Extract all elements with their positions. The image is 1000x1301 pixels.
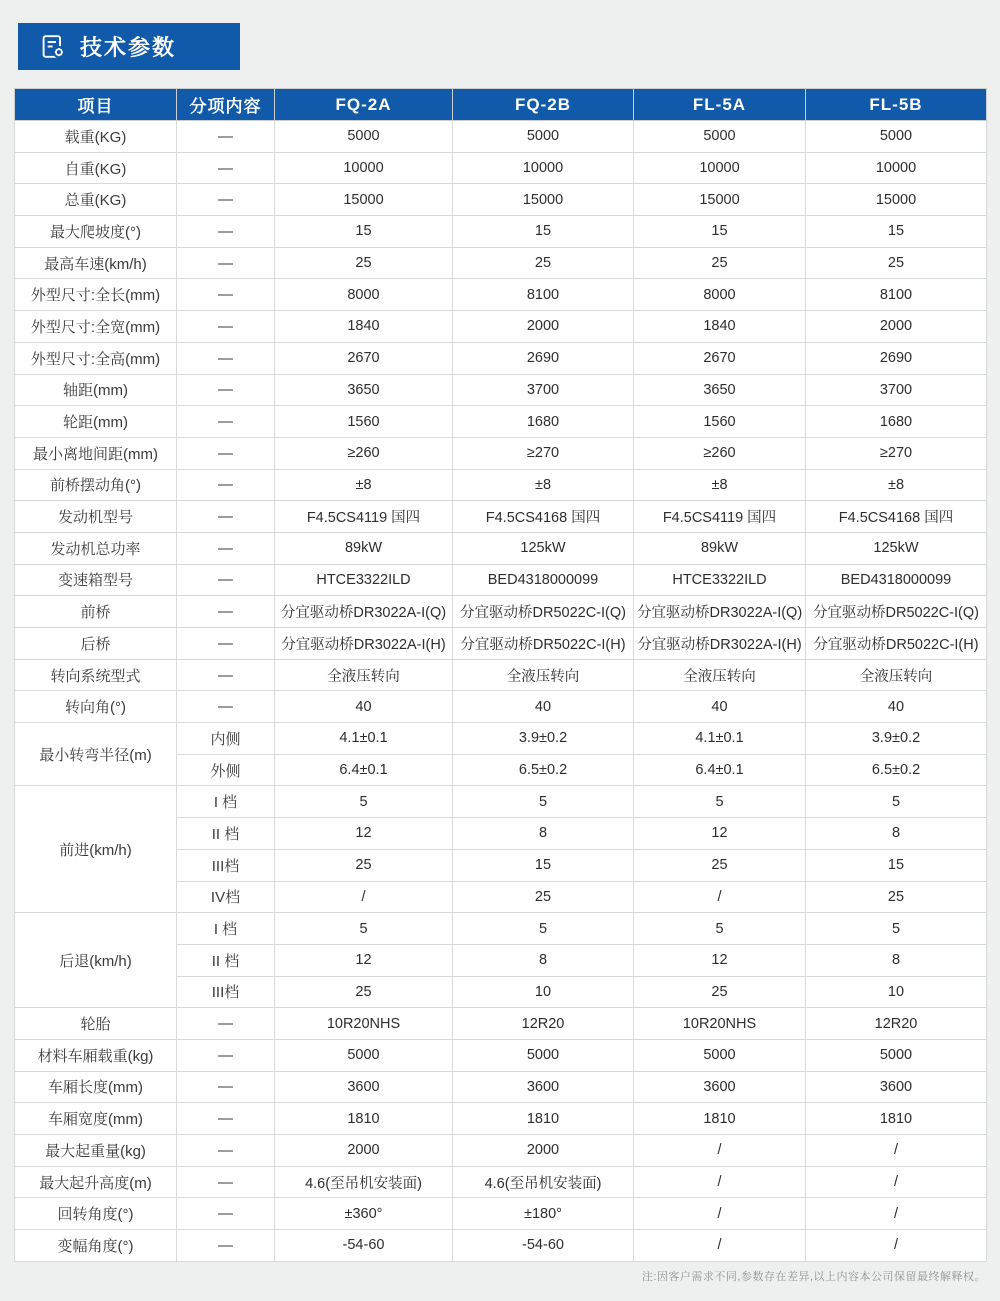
subitem-cell: — <box>177 1198 275 1230</box>
column-header-fl-5b: FL-5B <box>806 89 987 121</box>
value-cell: 25 <box>275 849 453 881</box>
value-cell: 5 <box>453 913 634 945</box>
value-cell: 2670 <box>634 342 806 374</box>
table-row <box>15 723 987 755</box>
value-cell: 15000 <box>275 184 453 216</box>
value-cell: 25 <box>453 247 634 279</box>
subitem-cell: 外侧 <box>177 754 275 786</box>
value-cell: 15 <box>806 216 987 248</box>
table-row <box>15 628 987 660</box>
value-cell: 15 <box>453 216 634 248</box>
value-cell: ≥270 <box>806 437 987 469</box>
value-cell: 5000 <box>275 121 453 153</box>
value-cell: ≥260 <box>275 437 453 469</box>
table-row <box>15 342 987 374</box>
value-cell: 1810 <box>453 1103 634 1135</box>
table-row <box>15 532 987 564</box>
value-cell: BED4318000099 <box>806 564 987 596</box>
value-cell: 4.1±0.1 <box>634 723 806 755</box>
value-cell: 10 <box>453 976 634 1008</box>
value-cell: 15 <box>634 216 806 248</box>
value-cell: 5000 <box>806 1039 987 1071</box>
spec-table-body <box>15 121 987 1262</box>
subitem-cell: — <box>177 279 275 311</box>
value-cell: F4.5CS4119 国四 <box>275 501 453 533</box>
value-cell: HTCE3322ILD <box>275 564 453 596</box>
table-row <box>15 406 987 438</box>
value-cell: 2690 <box>806 342 987 374</box>
value-cell: 10000 <box>634 152 806 184</box>
value-cell: 分宜驱动桥DR3022A-I(H) <box>275 628 453 660</box>
value-cell: ±360° <box>275 1198 453 1230</box>
item-label-cell: 车厢长度(mm) <box>15 1071 177 1103</box>
value-cell: 3600 <box>275 1071 453 1103</box>
subitem-cell: I 档 <box>177 913 275 945</box>
value-cell: 3600 <box>806 1071 987 1103</box>
subitem-cell: — <box>177 628 275 660</box>
value-cell: 1810 <box>275 1103 453 1135</box>
value-cell: 40 <box>453 691 634 723</box>
item-label-cell: 回转角度(°) <box>15 1198 177 1230</box>
value-cell: 15 <box>806 849 987 881</box>
value-cell: F4.5CS4168 国四 <box>453 501 634 533</box>
item-label-cell: 载重(KG) <box>15 121 177 153</box>
table-row <box>15 1103 987 1135</box>
value-cell: 8 <box>453 818 634 850</box>
value-cell: ±180° <box>453 1198 634 1230</box>
value-cell: 全液压转向 <box>806 659 987 691</box>
value-cell: 8000 <box>634 279 806 311</box>
column-header-item: 项目 <box>15 89 177 121</box>
subitem-cell: 内侧 <box>177 723 275 755</box>
section-banner <box>18 23 240 70</box>
value-cell: 6.5±0.2 <box>806 754 987 786</box>
value-cell: BED4318000099 <box>453 564 634 596</box>
value-cell: 15000 <box>453 184 634 216</box>
subitem-cell: — <box>177 152 275 184</box>
subitem-cell: IV档 <box>177 881 275 913</box>
value-cell: 6.4±0.1 <box>634 754 806 786</box>
value-cell: 89kW <box>634 532 806 564</box>
subitem-cell: — <box>177 596 275 628</box>
value-cell: 10R20NHS <box>634 1008 806 1040</box>
table-row <box>15 786 987 818</box>
spec-sheet-gear-icon <box>40 33 67 60</box>
value-cell: 4.1±0.1 <box>275 723 453 755</box>
value-cell: -54-60 <box>275 1230 453 1262</box>
value-cell: 10000 <box>453 152 634 184</box>
item-label-cell: 最小转弯半径(m) <box>15 723 177 786</box>
value-cell: 125kW <box>453 532 634 564</box>
item-label-cell: 外型尺寸:全高(mm) <box>15 342 177 374</box>
spec-table <box>14 88 987 1262</box>
value-cell: / <box>634 881 806 913</box>
value-cell: 3.9±0.2 <box>453 723 634 755</box>
item-label-cell: 轴距(mm) <box>15 374 177 406</box>
table-row <box>15 659 987 691</box>
value-cell: 8 <box>806 944 987 976</box>
item-label-cell: 发动机总功率 <box>15 532 177 564</box>
value-cell: 分宜驱动桥DR5022C-I(Q) <box>453 596 634 628</box>
value-cell: 12 <box>634 944 806 976</box>
subitem-cell: — <box>177 374 275 406</box>
column-header-subitem: 分项内容 <box>177 89 275 121</box>
table-row <box>15 691 987 723</box>
item-label-cell: 最大起升高度(m) <box>15 1166 177 1198</box>
value-cell: 3600 <box>634 1071 806 1103</box>
value-cell: ≥270 <box>453 437 634 469</box>
value-cell: HTCE3322ILD <box>634 564 806 596</box>
value-cell: 15000 <box>634 184 806 216</box>
value-cell: 40 <box>634 691 806 723</box>
table-header-row <box>15 89 987 121</box>
spec-table-container <box>14 88 986 1262</box>
item-label-cell: 轮胎 <box>15 1008 177 1040</box>
item-label-cell: 最大爬坡度(°) <box>15 216 177 248</box>
value-cell: / <box>634 1198 806 1230</box>
item-label-cell: 前进(km/h) <box>15 786 177 913</box>
value-cell: 8100 <box>453 279 634 311</box>
item-label-cell: 前桥摆动角(°) <box>15 469 177 501</box>
column-header-fq-2b: FQ-2B <box>453 89 634 121</box>
table-row <box>15 216 987 248</box>
value-cell: 2000 <box>806 311 987 343</box>
table-row <box>15 121 987 153</box>
value-cell: 5 <box>634 786 806 818</box>
value-cell: 1560 <box>275 406 453 438</box>
value-cell: 全液压转向 <box>634 659 806 691</box>
value-cell: 分宜驱动桥DR5022C-I(H) <box>806 628 987 660</box>
item-label-cell: 发动机型号 <box>15 501 177 533</box>
item-label-cell: 外型尺寸:全宽(mm) <box>15 311 177 343</box>
value-cell: 5 <box>634 913 806 945</box>
value-cell: 6.5±0.2 <box>453 754 634 786</box>
item-label-cell: 车厢宽度(mm) <box>15 1103 177 1135</box>
value-cell: / <box>634 1135 806 1167</box>
value-cell: ±8 <box>275 469 453 501</box>
value-cell: ≥260 <box>634 437 806 469</box>
value-cell: 8000 <box>275 279 453 311</box>
value-cell: 25 <box>634 247 806 279</box>
subitem-cell: — <box>177 1135 275 1167</box>
item-label-cell: 外型尺寸:全长(mm) <box>15 279 177 311</box>
table-row <box>15 374 987 406</box>
item-label-cell: 变速箱型号 <box>15 564 177 596</box>
table-row <box>15 1039 987 1071</box>
table-row <box>15 501 987 533</box>
table-row <box>15 152 987 184</box>
subitem-cell: — <box>177 1008 275 1040</box>
value-cell: 25 <box>453 881 634 913</box>
value-cell: 5000 <box>634 121 806 153</box>
table-row <box>15 184 987 216</box>
value-cell: 25 <box>634 976 806 1008</box>
value-cell: 12 <box>634 818 806 850</box>
value-cell: 全液压转向 <box>453 659 634 691</box>
table-row <box>15 913 987 945</box>
subitem-cell: — <box>177 659 275 691</box>
subitem-cell: — <box>177 1071 275 1103</box>
value-cell: 2000 <box>453 311 634 343</box>
value-cell: 5 <box>806 913 987 945</box>
subitem-cell: — <box>177 469 275 501</box>
value-cell: 15 <box>453 849 634 881</box>
item-label-cell: 轮距(mm) <box>15 406 177 438</box>
value-cell: 40 <box>275 691 453 723</box>
table-row <box>15 279 987 311</box>
value-cell: -54-60 <box>453 1230 634 1262</box>
value-cell: / <box>806 1166 987 1198</box>
value-cell: F4.5CS4168 国四 <box>806 501 987 533</box>
value-cell: 分宜驱动桥DR5022C-I(Q) <box>806 596 987 628</box>
value-cell: 3700 <box>453 374 634 406</box>
value-cell: 1560 <box>634 406 806 438</box>
item-label-cell: 最大起重量(kg) <box>15 1135 177 1167</box>
subitem-cell: III档 <box>177 849 275 881</box>
value-cell: 10000 <box>275 152 453 184</box>
value-cell: / <box>806 1135 987 1167</box>
value-cell: 12R20 <box>453 1008 634 1040</box>
value-cell: 4.6(至吊机安装面) <box>453 1166 634 1198</box>
value-cell: 全液压转向 <box>275 659 453 691</box>
subitem-cell: — <box>177 691 275 723</box>
subitem-cell: II 档 <box>177 818 275 850</box>
subitem-cell: I 档 <box>177 786 275 818</box>
value-cell: 1840 <box>275 311 453 343</box>
table-row <box>15 311 987 343</box>
value-cell: 3.9±0.2 <box>806 723 987 755</box>
subitem-cell: — <box>177 121 275 153</box>
value-cell: 1840 <box>634 311 806 343</box>
value-cell: / <box>275 881 453 913</box>
subitem-cell: — <box>177 1103 275 1135</box>
page-title: 技术参数 <box>80 35 177 60</box>
value-cell: 分宜驱动桥DR3022A-I(Q) <box>634 596 806 628</box>
value-cell: 1680 <box>806 406 987 438</box>
value-cell: 25 <box>806 247 987 279</box>
value-cell: 40 <box>806 691 987 723</box>
value-cell: 5 <box>275 913 453 945</box>
value-cell: / <box>634 1166 806 1198</box>
subitem-cell: — <box>177 501 275 533</box>
value-cell: 12 <box>275 944 453 976</box>
value-cell: 3650 <box>275 374 453 406</box>
value-cell: 5000 <box>453 1039 634 1071</box>
subitem-cell: — <box>177 342 275 374</box>
item-label-cell: 自重(KG) <box>15 152 177 184</box>
table-row <box>15 596 987 628</box>
item-label-cell: 变幅角度(°) <box>15 1230 177 1262</box>
subitem-cell: II 档 <box>177 944 275 976</box>
table-row <box>15 437 987 469</box>
subitem-cell: — <box>177 406 275 438</box>
subitem-cell: — <box>177 1039 275 1071</box>
subitem-cell: — <box>177 532 275 564</box>
value-cell: 5000 <box>453 121 634 153</box>
value-cell: ±8 <box>806 469 987 501</box>
value-cell: 15000 <box>806 184 987 216</box>
column-header-fl-5a: FL-5A <box>634 89 806 121</box>
value-cell: 5 <box>806 786 987 818</box>
subitem-cell: — <box>177 216 275 248</box>
value-cell: 12 <box>275 818 453 850</box>
value-cell: 5000 <box>806 121 987 153</box>
value-cell: / <box>806 1198 987 1230</box>
value-cell: 3600 <box>453 1071 634 1103</box>
value-cell: 8100 <box>806 279 987 311</box>
subitem-cell: — <box>177 1166 275 1198</box>
value-cell: 分宜驱动桥DR3022A-I(Q) <box>275 596 453 628</box>
subitem-cell: — <box>177 437 275 469</box>
subitem-cell: — <box>177 184 275 216</box>
item-label-cell: 总重(KG) <box>15 184 177 216</box>
value-cell: 分宜驱动桥DR5022C-I(H) <box>453 628 634 660</box>
table-row <box>15 1230 987 1262</box>
subitem-cell: — <box>177 1230 275 1262</box>
item-label-cell: 后桥 <box>15 628 177 660</box>
value-cell: / <box>806 1230 987 1262</box>
value-cell: 8 <box>806 818 987 850</box>
value-cell: 2000 <box>275 1135 453 1167</box>
value-cell: ±8 <box>634 469 806 501</box>
value-cell: 6.4±0.1 <box>275 754 453 786</box>
subitem-cell: III档 <box>177 976 275 1008</box>
value-cell: 10000 <box>806 152 987 184</box>
value-cell: 1810 <box>634 1103 806 1135</box>
table-row <box>15 1135 987 1167</box>
value-cell: 25 <box>275 247 453 279</box>
value-cell: 5 <box>453 786 634 818</box>
table-row <box>15 247 987 279</box>
item-label-cell: 转向系统型式 <box>15 659 177 691</box>
value-cell: 5 <box>275 786 453 818</box>
subitem-cell: — <box>177 311 275 343</box>
item-label-cell: 最高车速(km/h) <box>15 247 177 279</box>
column-header-fq-2a: FQ-2A <box>275 89 453 121</box>
value-cell: 25 <box>806 881 987 913</box>
value-cell: 89kW <box>275 532 453 564</box>
value-cell: 5000 <box>634 1039 806 1071</box>
item-label-cell: 材料车厢载重(kg) <box>15 1039 177 1071</box>
value-cell: 4.6(至吊机安装面) <box>275 1166 453 1198</box>
table-row <box>15 1008 987 1040</box>
subitem-cell: — <box>177 564 275 596</box>
value-cell: 1680 <box>453 406 634 438</box>
table-row <box>15 564 987 596</box>
value-cell: / <box>634 1230 806 1262</box>
table-row <box>15 469 987 501</box>
value-cell: 2000 <box>453 1135 634 1167</box>
value-cell: 1810 <box>806 1103 987 1135</box>
value-cell: F4.5CS4119 国四 <box>634 501 806 533</box>
item-label-cell: 后退(km/h) <box>15 913 177 1008</box>
item-label-cell: 转向角(°) <box>15 691 177 723</box>
table-row <box>15 1071 987 1103</box>
value-cell: 125kW <box>806 532 987 564</box>
value-cell: 12R20 <box>806 1008 987 1040</box>
value-cell: ±8 <box>453 469 634 501</box>
value-cell: 2670 <box>275 342 453 374</box>
table-row <box>15 1198 987 1230</box>
value-cell: 分宜驱动桥DR3022A-I(H) <box>634 628 806 660</box>
table-row <box>15 1166 987 1198</box>
subitem-cell: — <box>177 247 275 279</box>
disclaimer-note: 注:因客户需求不同,参数存在差异,以上内容本公司保留最终解释权。 <box>641 1271 986 1283</box>
value-cell: 3700 <box>806 374 987 406</box>
value-cell: 2690 <box>453 342 634 374</box>
value-cell: 15 <box>275 216 453 248</box>
value-cell: 3650 <box>634 374 806 406</box>
value-cell: 5000 <box>275 1039 453 1071</box>
item-label-cell: 前桥 <box>15 596 177 628</box>
value-cell: 25 <box>634 849 806 881</box>
value-cell: 10R20NHS <box>275 1008 453 1040</box>
item-label-cell: 最小离地间距(mm) <box>15 437 177 469</box>
value-cell: 8 <box>453 944 634 976</box>
value-cell: 10 <box>806 976 987 1008</box>
value-cell: 25 <box>275 976 453 1008</box>
